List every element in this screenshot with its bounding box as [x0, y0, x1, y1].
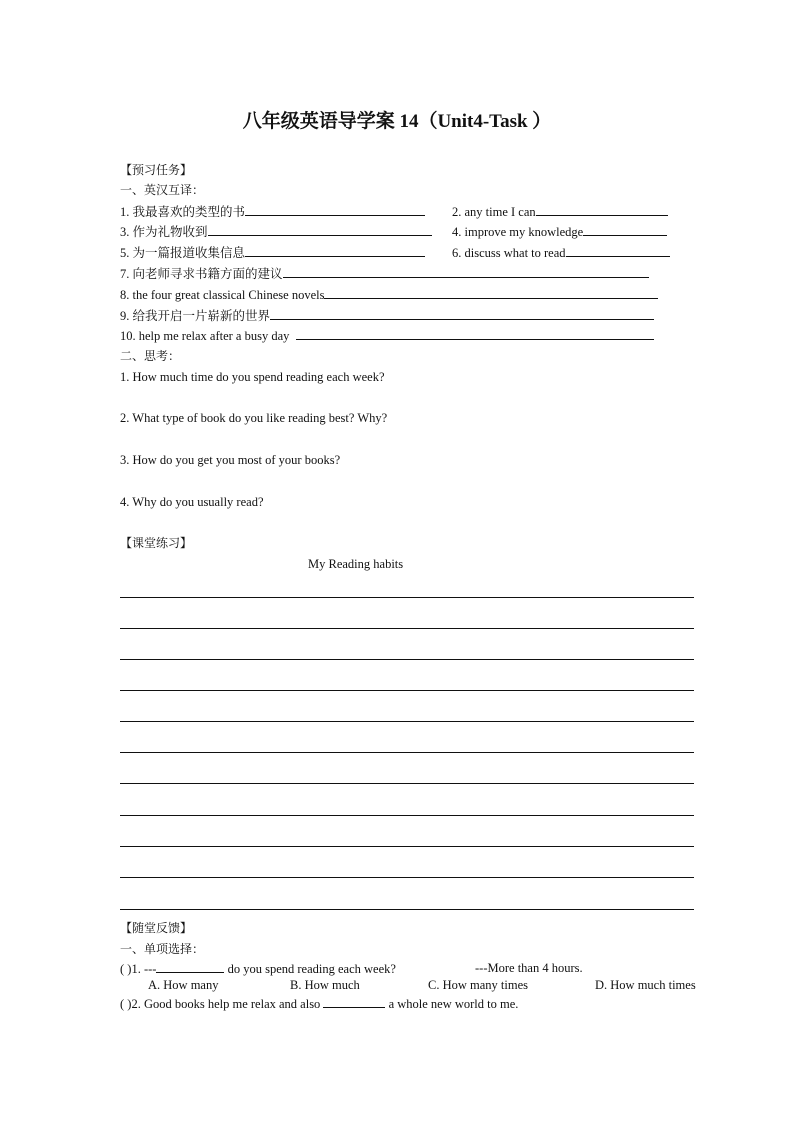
mc-2-blank[interactable]	[323, 995, 385, 1008]
item-10	[120, 327, 654, 344]
mc-1-middle: do you spend reading each week?	[227, 962, 396, 976]
mc-1-prefix: 1. ---	[131, 962, 157, 976]
choice-label: 一、单项选择：	[120, 942, 205, 956]
mc-1-answer-paren[interactable]: ( )	[120, 962, 132, 976]
item-5	[120, 244, 425, 261]
mc-1-option-b[interactable]: B. How much	[290, 978, 360, 992]
item-6-blank[interactable]	[566, 244, 670, 257]
writing-line[interactable]	[120, 877, 694, 878]
item-6	[452, 244, 670, 261]
mc-1-option-d[interactable]: D. How much times	[595, 978, 696, 992]
mc-1-option-c[interactable]: C. How many times	[428, 978, 528, 992]
writing-line[interactable]	[120, 690, 694, 691]
writing-line[interactable]	[120, 659, 694, 660]
mc-1-option-a[interactable]: A. How many	[148, 978, 219, 992]
writing-line[interactable]	[120, 721, 694, 722]
mc-2-answer-paren[interactable]: ( )	[120, 997, 132, 1011]
mc-question-2	[120, 995, 518, 1012]
item-9	[120, 307, 654, 324]
question-4: 4. Why do you usually read?	[120, 495, 264, 509]
preview-heading: 【预习任务】	[120, 163, 193, 177]
writing-line[interactable]	[120, 846, 694, 847]
item-8-blank[interactable]	[324, 286, 658, 299]
item-10-blank[interactable]	[296, 327, 654, 340]
mc-1-reply: ---More than 4 hours.	[475, 961, 583, 975]
writing-line[interactable]	[120, 597, 694, 598]
item-5-blank[interactable]	[245, 244, 425, 257]
page-title: 八年级英语导学案 14（Unit4-Task ）	[242, 111, 552, 132]
mc-2-prefix: 2. Good books help me relax and also	[131, 997, 321, 1011]
item-6-text: 6. discuss what to read	[452, 246, 566, 260]
writing-line[interactable]	[120, 752, 694, 753]
translation-label: 一、英汉互译：	[120, 183, 205, 197]
question-3: 3. How do you get you most of your books?	[120, 453, 341, 467]
item-9-text: 9. 给我开启一片崭新的世界	[120, 309, 271, 323]
item-5-text: 5. 为一篇报道收集信息	[120, 246, 246, 260]
question-2: 2. What type of book do you like reading best? Why?	[120, 411, 388, 425]
item-1-text: 1. 我最喜欢的类型的书	[120, 205, 246, 219]
mc-2-suffix: a whole new world to me.	[388, 997, 519, 1011]
item-2-text: 2. any time I can	[452, 205, 536, 219]
classwork-heading: 【课堂练习】	[120, 536, 193, 550]
item-10-text: 10. help me relax after a busy day	[120, 329, 290, 343]
writing-line[interactable]	[120, 909, 694, 910]
writing-line[interactable]	[120, 628, 694, 629]
item-1-blank[interactable]	[245, 203, 425, 216]
item-3-blank[interactable]	[208, 223, 432, 236]
essay-title: My Reading habits	[308, 557, 404, 571]
item-7	[120, 265, 649, 282]
item-3-text: 3. 作为礼物收到	[120, 225, 208, 239]
item-9-blank[interactable]	[270, 307, 654, 320]
mc-1-blank[interactable]	[156, 960, 224, 973]
item-2	[452, 203, 668, 220]
item-2-blank[interactable]	[536, 203, 668, 216]
item-4-text: 4. improve my knowledge	[452, 225, 584, 239]
thinking-label: 二、思考：	[120, 349, 181, 363]
item-7-text: 7. 向老师寻求书籍方面的建议	[120, 267, 283, 281]
item-4	[452, 223, 667, 240]
item-8-text: 8. the four great classical Chinese novels	[120, 288, 325, 302]
mc-question-1	[120, 960, 396, 977]
item-1	[120, 203, 425, 220]
item-3	[120, 223, 432, 240]
writing-line[interactable]	[120, 783, 694, 784]
question-1: 1. How much time do you spend reading each week?	[120, 370, 385, 384]
item-8	[120, 286, 658, 303]
feedback-heading: 【随堂反馈】	[120, 921, 193, 935]
item-4-blank[interactable]	[583, 223, 667, 236]
item-7-blank[interactable]	[283, 265, 649, 278]
writing-line[interactable]	[120, 815, 694, 816]
